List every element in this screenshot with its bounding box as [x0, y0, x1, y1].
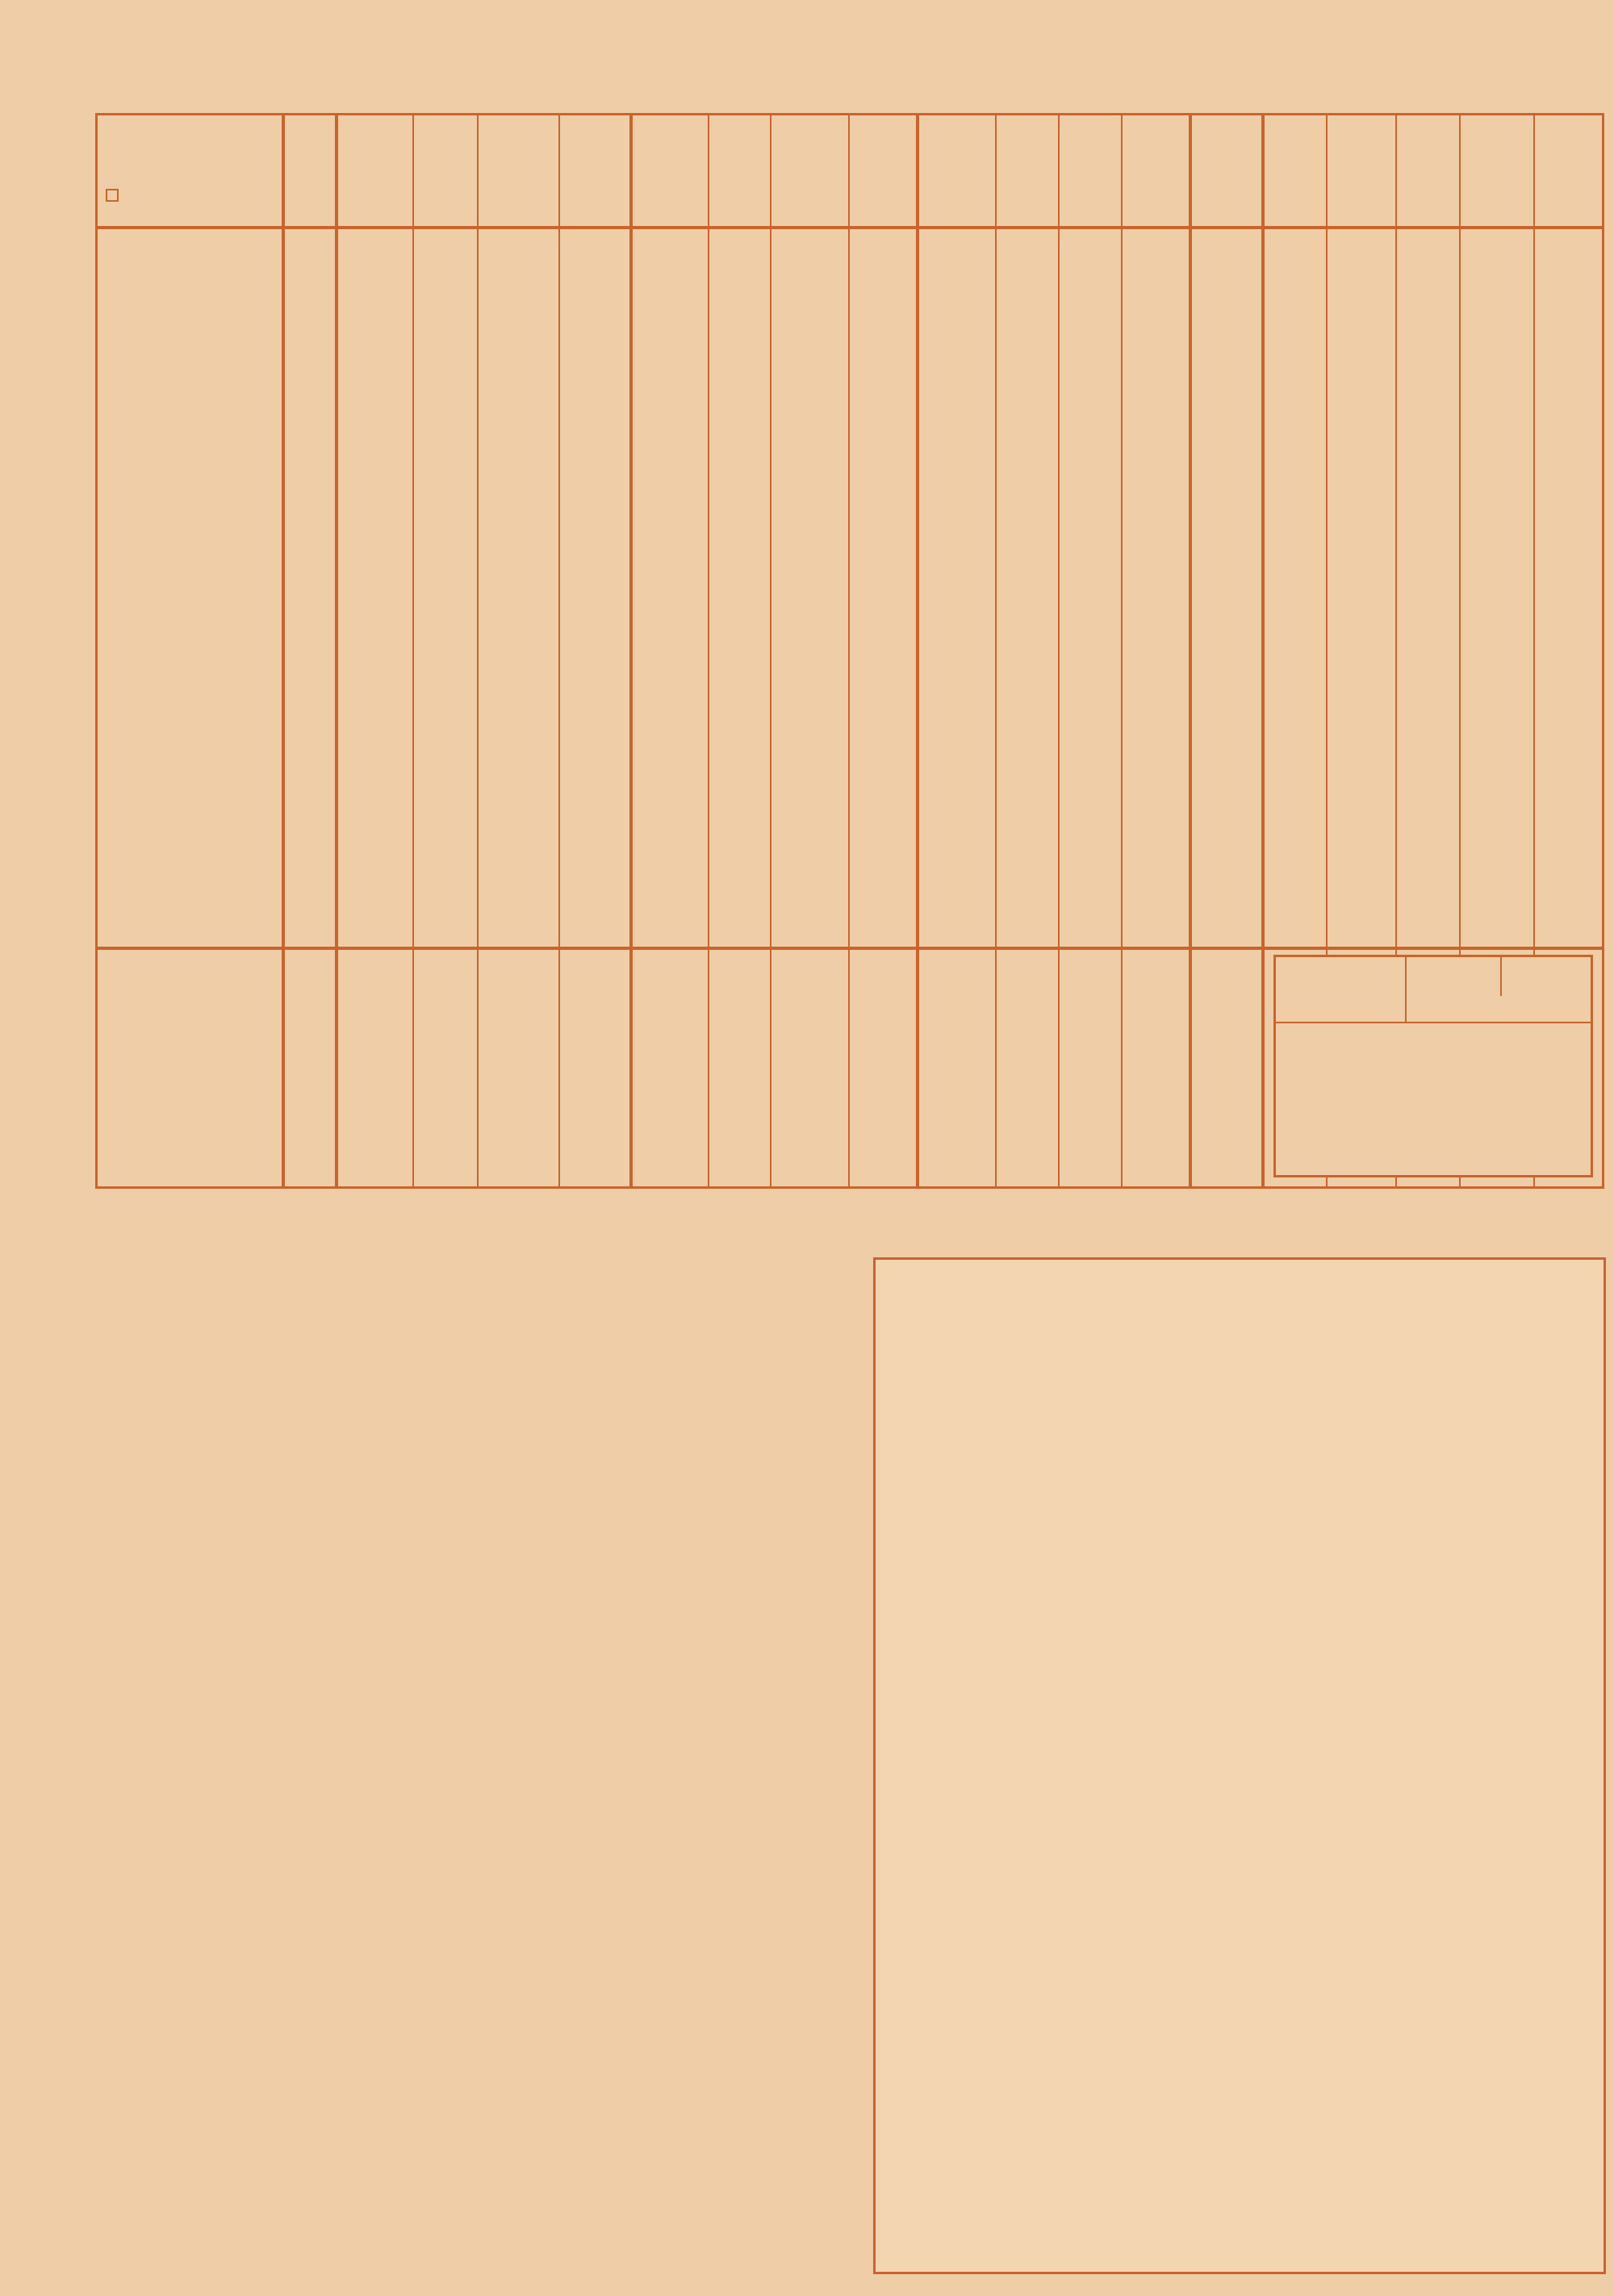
sun-table	[1273, 955, 1593, 1177]
sunset-header	[1500, 957, 1597, 996]
divider	[1261, 115, 1265, 1186]
sunrise-header	[1405, 957, 1500, 964]
divider	[282, 115, 285, 1186]
divider	[995, 115, 997, 1186]
atmosphere-chart	[48, 1243, 863, 2296]
section-rule	[98, 947, 1602, 950]
temperature-map	[873, 1257, 1606, 2274]
header-rule	[98, 226, 1602, 229]
divider	[558, 115, 560, 1186]
divider	[708, 115, 709, 1186]
map-svg	[876, 1260, 1604, 2272]
divider	[412, 115, 414, 1186]
divider	[629, 115, 633, 1186]
divider	[1058, 115, 1060, 1186]
divider	[848, 115, 850, 1186]
divider	[1121, 115, 1123, 1186]
divider	[335, 115, 338, 1186]
time-zone	[1276, 1022, 1591, 1059]
divider	[477, 115, 479, 1186]
divider	[916, 115, 919, 1186]
bergstationen-header	[106, 186, 125, 204]
divider	[770, 115, 771, 1186]
divider	[1189, 115, 1192, 1186]
